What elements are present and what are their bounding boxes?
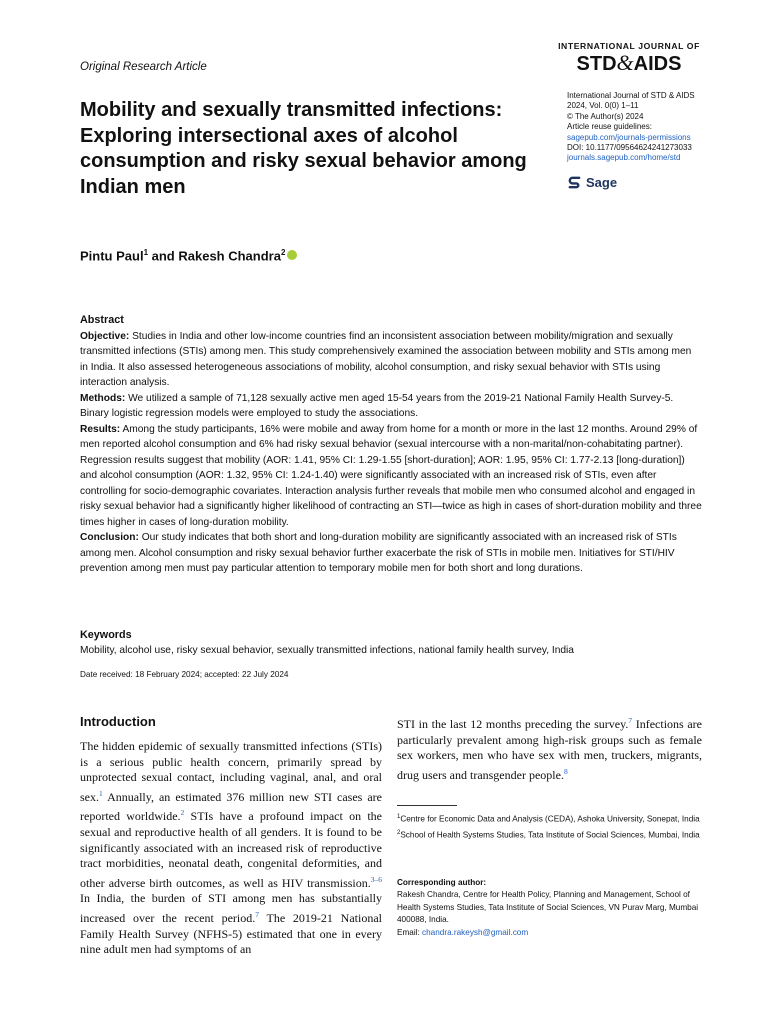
- corresponding-address: Rakesh Chandra, Centre for Health Policy, Planning and Management, School of Health Systems Studies, Tata Institute of Social Sciences, VN Purav Marg, Mumbai 400088, India.: [397, 890, 699, 925]
- citation-ref[interactable]: 7: [255, 909, 259, 919]
- abstract-results: [80, 422, 702, 531]
- methods-text: We utilized a sample of 71,128 sexually active men aged 15-54 years from the 2019-21 National Family Health Survey-5. Binary logistic regression models were employed to study the associations.: [80, 392, 674, 419]
- affiliation-number: 2: [397, 829, 401, 836]
- sage-icon: [567, 175, 582, 190]
- intro-text: STI in the last 12 months preceding the survey.: [397, 717, 629, 731]
- citation-ref[interactable]: 8: [563, 766, 568, 776]
- corresponding-heading: Corresponding author:: [397, 878, 487, 887]
- keywords-heading: Keywords: [80, 629, 132, 641]
- affiliation-text: School of Health Systems Studies, Tata Institute of Social Sciences, Mumbai, India: [400, 830, 700, 840]
- footnote-divider: [397, 805, 457, 806]
- email-label: Email:: [397, 927, 423, 937]
- intro-text: The 2019-21 National Family Health Survey (NFHS-5) estimated that one in every nine adult men had symptoms of an: [80, 910, 382, 957]
- reuse-link[interactable]: sagepub.com/journals-permissions: [567, 132, 691, 142]
- intro-column-1: [80, 739, 382, 958]
- logo-aids: AIDS: [633, 53, 682, 75]
- conclusion-label: Conclusion:: [80, 532, 139, 543]
- publisher-logo[interactable]: [567, 175, 617, 190]
- intro-text: Annually, an estimated 376 million new STI cases are reported worldwide.: [80, 789, 382, 824]
- author-conjunction: and: [148, 248, 179, 264]
- keywords-list: Mobility, alcohol use, risky sexual behavior, sexually transmitted infections, national family health survey, India: [80, 645, 574, 656]
- author-list: [80, 248, 297, 263]
- orcid-icon[interactable]: [287, 250, 297, 260]
- email-link[interactable]: chandra.rakeysh@gmail.com: [422, 927, 529, 937]
- results-text: Among the study participants, 16% were mobile and away from home for a month or more in the last 12 months. Around 29% of men reported alcohol consumption and 6% had risky sexual behavior (sexual intercourse with a non-marital/non-cohabitating partner). Regression results suggest that mobility (AOR: 1.41, 95% CI: 1.29-1.55 [short-duration]; AOR: 1.95, 95% CI: 1.77-2.13 [long-duration]) and alcohol consumption (AOR: 1.32, 95% CI: 1.24-1.40) were significantly associated with an increased risk of STIs, even after controlling for socio-demographic covariates. Interaction analysis further reveals that mobile men who consumed alcohol and engaged in risky sexual behavior had a significantly higher likelihood of contracting an STI—twice as high in cases of short-duration mobility and three times higher in cases of long-duration mobility.: [80, 423, 702, 528]
- publisher-name: Sage: [586, 175, 618, 190]
- dates-received: Date received: 18 February 2024; accepted: 22 July 2024: [80, 670, 289, 679]
- methods-label: Methods:: [80, 392, 126, 404]
- author-1[interactable]: Pintu Paul: [80, 248, 144, 264]
- meta-doi: DOI: 10.1177/09564624241273033: [567, 143, 692, 153]
- abstract-heading: Abstract: [80, 314, 124, 326]
- article-title: Mobility and sexually transmitted infections: Exploring intersectional axes of alcohol consumption and risky sexual behavior among Indian men: [80, 99, 527, 198]
- logo-std: STD: [576, 53, 617, 75]
- meta-reuse-label: Article reuse guidelines:: [567, 122, 652, 132]
- intro-column-2: [397, 713, 702, 783]
- abstract-methods: [80, 391, 702, 422]
- intro-heading: Introduction: [80, 714, 156, 729]
- citation-ref[interactable]: 2: [180, 808, 185, 818]
- meta-journal-name: International Journal of STD & AIDS: [567, 91, 695, 100]
- affiliation-number: 1: [397, 814, 401, 820]
- intro-text: The hidden epidemic of sexually transmitted infections (STIs) is a serious public health concern, primarily spread by unprotected sexual contact, including vaginal, anal, and oral sex.: [80, 739, 382, 804]
- corresponding-author: [397, 877, 702, 939]
- meta-copyright: © The Author(s) 2024: [567, 111, 644, 121]
- intro-text: In India, the burden of STI among men has substantially increased over the recent period.: [80, 891, 382, 925]
- objective-text: Studies in India and other low-income countries find an inconsistent association between mobility/migration and sexually transmitted infections (STIs) among men. This study comprehensively examined the association between mobility and STIs among men in India. It also assessed heterogeneous associations of mobility, alcohol consumption, and risky sexual behavior with STIs using interaction analysis.: [80, 330, 692, 388]
- author-1-affil: 1: [143, 248, 149, 257]
- abstract: [80, 313, 702, 577]
- citation-ref[interactable]: 7: [628, 716, 633, 725]
- citation-ref[interactable]: 3–6: [370, 874, 382, 884]
- meta-volume: 2024, Vol. 0(0) 1–11: [567, 101, 639, 111]
- objective-label: Objective:: [80, 330, 130, 342]
- journal-logo[interactable]: [556, 41, 702, 75]
- article-type: Original Research Article: [80, 61, 207, 73]
- journal-meta: [567, 91, 717, 164]
- author-2[interactable]: Rakesh Chandra: [178, 248, 281, 264]
- journal-home-link[interactable]: journals.sagepub.com/home/std: [567, 153, 681, 163]
- citation-ref[interactable]: 1: [99, 788, 103, 798]
- results-label: Results:: [80, 423, 121, 435]
- abstract-conclusion: [80, 530, 702, 577]
- conclusion-text: Our study indicates that both short and long-duration mobility are significantly associated with an increased risk of STIs among men. Alcohol consumption and risky sexual behavior further exacerbate the risk of STIs in mobile men. Initiatives for STI/HIV prevention among men must pay particular attention to temporary mobile men for both short and long durations.: [80, 532, 677, 574]
- intro-text: STIs have a profound impact on the sexual and reproductive health of all genders. It is found to be significantly associated with an increased risk of reproductive tract morbidities, neonatal death, congenital deformities, and other adverse birth outcomes, as well as HIV transmission.: [80, 809, 382, 890]
- affiliation-2: [397, 827, 702, 843]
- intro-text: Infections are particularly prevalent among high-risk groups such as female sex workers, men who have sex with men, truckers, migrants, drug users and transgender people.: [397, 717, 702, 782]
- logo-ampersand: &: [616, 50, 634, 75]
- journal-logo-top: INTERNATIONAL JOURNAL OF: [558, 41, 700, 51]
- affiliations: [397, 811, 702, 842]
- corresponding-email-row: [397, 927, 702, 939]
- journal-logo-wordmark: [556, 52, 702, 75]
- affiliation-text: Centre for Economic Data and Analysis (CEDA), Ashoka University, Sonepat, India: [400, 814, 700, 824]
- abstract-objective: [80, 329, 702, 391]
- affiliation-1: [397, 811, 702, 827]
- author-2-affil: 2: [280, 248, 286, 257]
